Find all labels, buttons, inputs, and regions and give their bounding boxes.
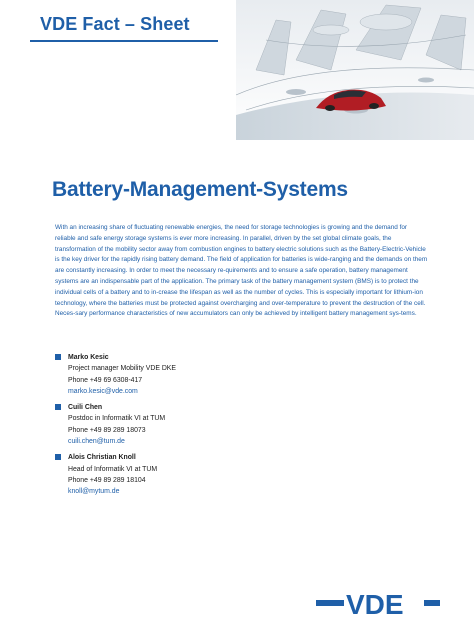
vde-logo-text: VDE: [346, 589, 404, 618]
intro-paragraph: With an increasing share of fluctuating renewable energies, the need for storage technologies is growing and the demand for reliable and safe energy storage systems is ever more increasing. In parallel, driven by the set global climate goals, the transformation of the mobility sector away from combustion engines to battery electric solutions such as the Battery-Electric-Vehicle is the key driver for the rapidly rising battery demand. The field of application for batteries is wide-ranging and the demands on them are constantly increasing. In order to meet the necessary re-quirements and to ensure a safe operation, battery management systems are an indispensable part of the application. The primary task of the battery management system (BMS) is to protect the individual cells of a battery and to in-crease the lifespan as well as the number of cycles. This is especially important for lithium-ion technology, where the batteries must be protected against overcharging and over-temperature to prevent the destruction of the cell. Neces-sary performance characteristics of new accumulators can only be achieved by intelligent battery management sys-tems.: [55, 224, 428, 318]
contact-name: Alois Christian Knoll: [68, 454, 136, 462]
contact-email-link[interactable]: marko.kesic@vde.com: [68, 387, 138, 395]
vde-logo: [316, 588, 440, 618]
intro-text: [55, 223, 429, 320]
futuristic-city-car-illustration: [236, 0, 474, 140]
contact-name: Cuili Chen: [68, 404, 103, 412]
fact-sheet-header: VDE Fact – Sheet: [40, 14, 190, 34]
contact-email-link[interactable]: cuili.chen@tum.de: [68, 438, 125, 446]
bullet-square-icon: [55, 404, 61, 410]
contact-role: Postdoc in Informatik VI at TUM: [68, 415, 166, 423]
bullet-square-icon: [55, 454, 61, 460]
bullet-square-icon: [55, 354, 61, 360]
contact-name: Marko Kesic: [68, 354, 109, 361]
contact-item: [55, 352, 176, 397]
contact-phone: Phone +49 89 289 18073: [68, 426, 146, 434]
contact-phone: Phone +49 89 289 18104: [68, 476, 146, 484]
contact-email-link[interactable]: knoll@mytum.de: [68, 488, 120, 496]
contact-role: Project manager Mobility VDE DKE: [68, 365, 176, 373]
contact-phone: Phone +49 69 6308-417: [68, 376, 143, 384]
document-title: Battery-Management-Systems: [52, 178, 348, 201]
contact-list: [55, 352, 176, 503]
header-divider: [30, 40, 218, 42]
contact-role: Head of Informatik VI at TUM: [68, 465, 158, 473]
contact-item: [55, 402, 176, 447]
contact-item: [55, 452, 176, 497]
